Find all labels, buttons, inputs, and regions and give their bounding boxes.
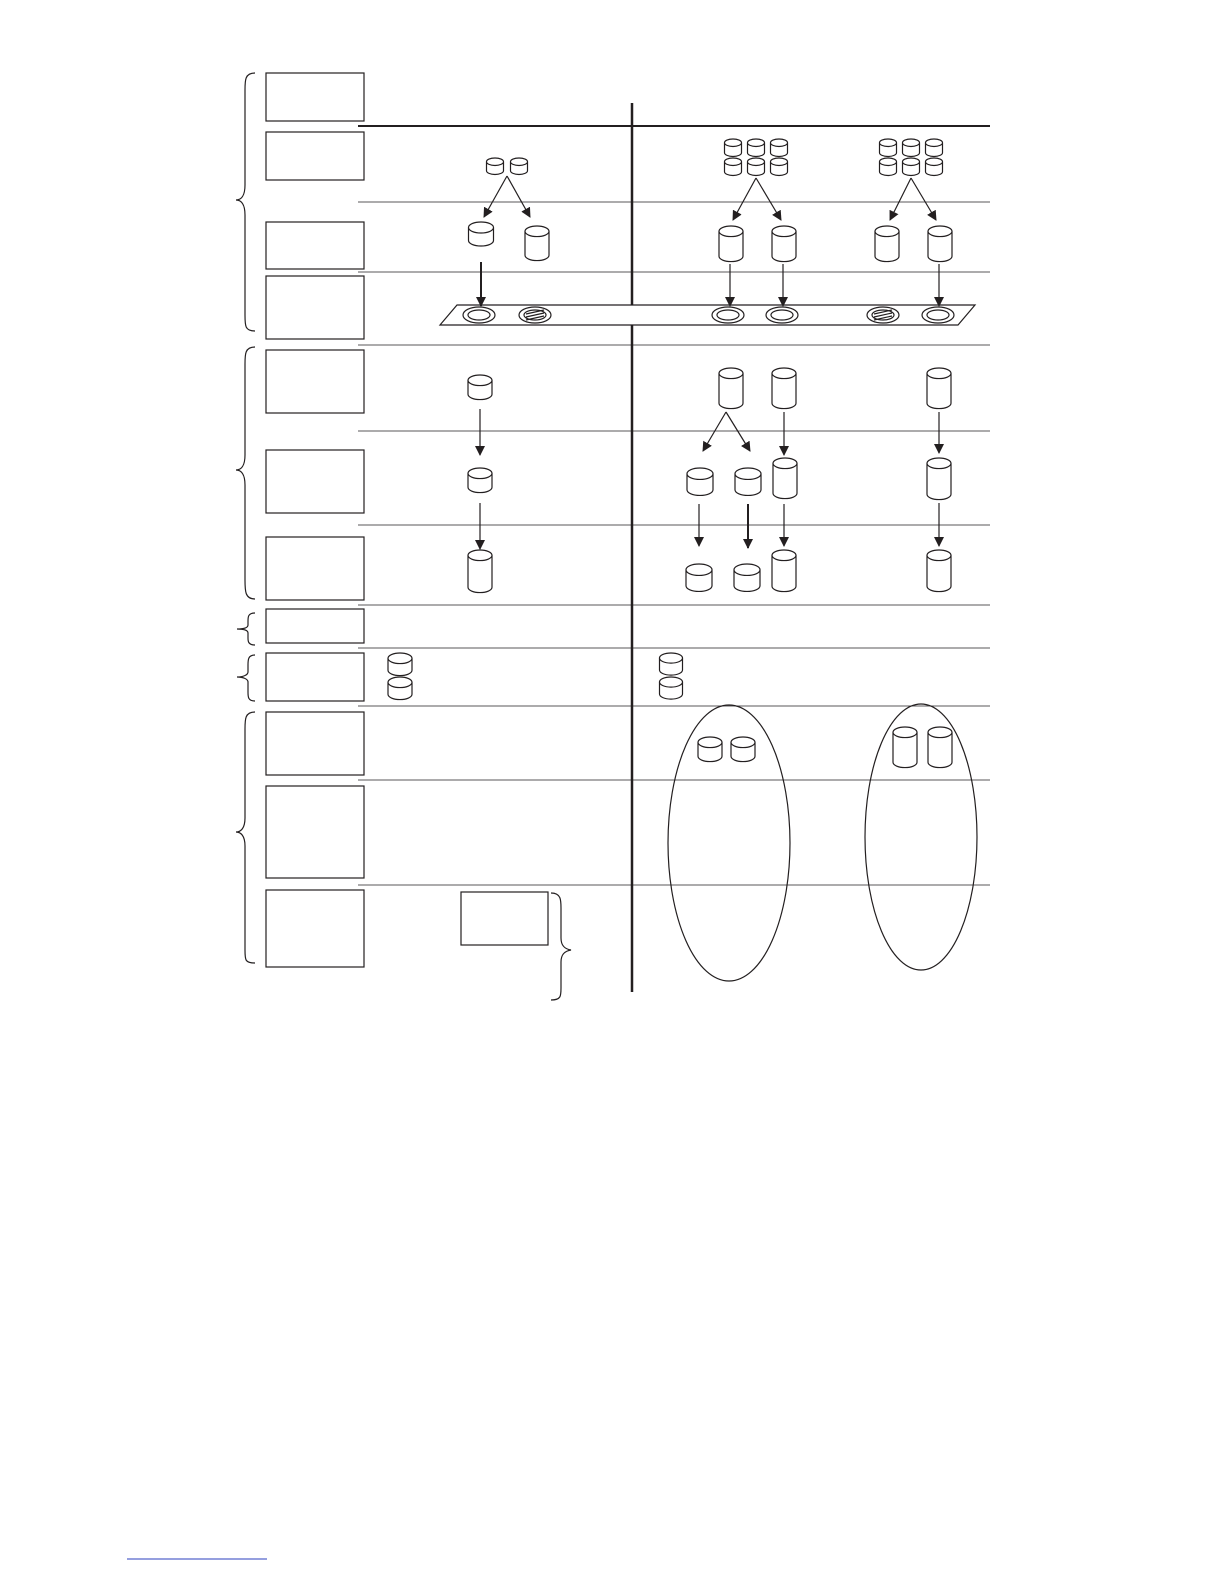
brace-icon (551, 893, 571, 1000)
disk-short-icon (880, 158, 897, 175)
note-box (461, 892, 548, 945)
disk-short-icon (748, 139, 765, 156)
brace-icon (236, 712, 255, 963)
slot-icon (712, 307, 744, 323)
disk-short-icon (926, 139, 943, 156)
enclosure-ellipse-icon (865, 704, 977, 970)
disk-cylinder-icon (468, 550, 492, 593)
disk-short-icon (880, 139, 897, 156)
group-braces (236, 73, 255, 963)
arrow-icon (890, 178, 911, 220)
disk-cylinder-icon (772, 368, 796, 409)
arrow-icon (507, 176, 530, 217)
disk-cylinder-icon (468, 375, 492, 400)
row-label-box (266, 73, 364, 121)
brace-icon (236, 73, 255, 331)
enclosure-ellipse-icon (668, 705, 790, 981)
arrow-icon (484, 176, 507, 217)
row-label-box (266, 890, 364, 967)
disk-cylinder-icon (928, 226, 952, 262)
disk-cylinder-icon (525, 226, 549, 261)
disk-cylinder-icon (772, 550, 796, 592)
disk-short-icon (771, 139, 788, 156)
disk-cylinder-icon (660, 677, 683, 699)
row-label-box (266, 609, 364, 643)
disk-cylinder-icon (927, 550, 951, 592)
disk-cylinder-icon (735, 468, 761, 495)
arrow-icon (703, 412, 726, 451)
disk-cylinder-icon (928, 727, 952, 768)
row-label-box (266, 276, 364, 339)
disk-cylinder-icon (927, 458, 951, 500)
row-label-column (266, 73, 364, 967)
disk-short-icon (771, 158, 788, 175)
row-label-box (266, 537, 364, 600)
disk-cylinder-icon (388, 653, 412, 676)
disk-cylinder-icon (893, 727, 917, 768)
arrow-icon (733, 178, 756, 220)
disk-cylinder-icon (927, 368, 951, 409)
slot-icon (766, 307, 798, 323)
disk-short-icon (511, 158, 528, 174)
disk-short-icon (903, 139, 920, 156)
arrow-icon (756, 178, 781, 220)
disk-cylinder-icon (773, 458, 797, 499)
disk-cylinder-icon (772, 226, 796, 262)
disk-cylinder-icon (875, 226, 899, 262)
disk-short-icon (926, 158, 943, 175)
disk-cylinder-icon (660, 653, 683, 675)
row-label-box (266, 222, 364, 269)
row-label-box (266, 786, 364, 878)
arrow-icon (911, 178, 936, 220)
row-label-box (266, 712, 364, 775)
disk-cylinder-icon (687, 468, 713, 495)
brace-icon (237, 655, 255, 701)
disk-short-icon (903, 158, 920, 175)
row-label-box (266, 350, 364, 413)
slot-icon (922, 307, 954, 323)
disk-cylinder-icon (734, 564, 760, 591)
disk-short-icon (748, 158, 765, 175)
disk-short-icon (487, 158, 504, 174)
brace-icon (237, 613, 255, 645)
disk-cylinder-icon (468, 468, 492, 493)
disk-short-icon (725, 158, 742, 175)
disk-cylinder-icon (686, 564, 712, 591)
row-label-box (266, 132, 364, 180)
blocked-slot-icon (867, 307, 899, 323)
disk-cylinder-icon (731, 737, 755, 762)
row-label-box (266, 653, 364, 701)
disk-cylinder-icon (388, 677, 412, 700)
disk-cylinder-icon (719, 368, 743, 409)
blocked-slot-icon (519, 307, 551, 323)
row-label-box (266, 450, 364, 513)
slot-icon (463, 307, 495, 323)
disk-cylinder-icon (698, 737, 722, 762)
disk-cylinder-icon (719, 226, 743, 262)
brace-icon (236, 347, 255, 599)
diagram-figures (388, 139, 954, 768)
disk-short-icon (725, 139, 742, 156)
disk-cylinder-icon (469, 222, 494, 246)
arrow-icon (726, 412, 750, 451)
